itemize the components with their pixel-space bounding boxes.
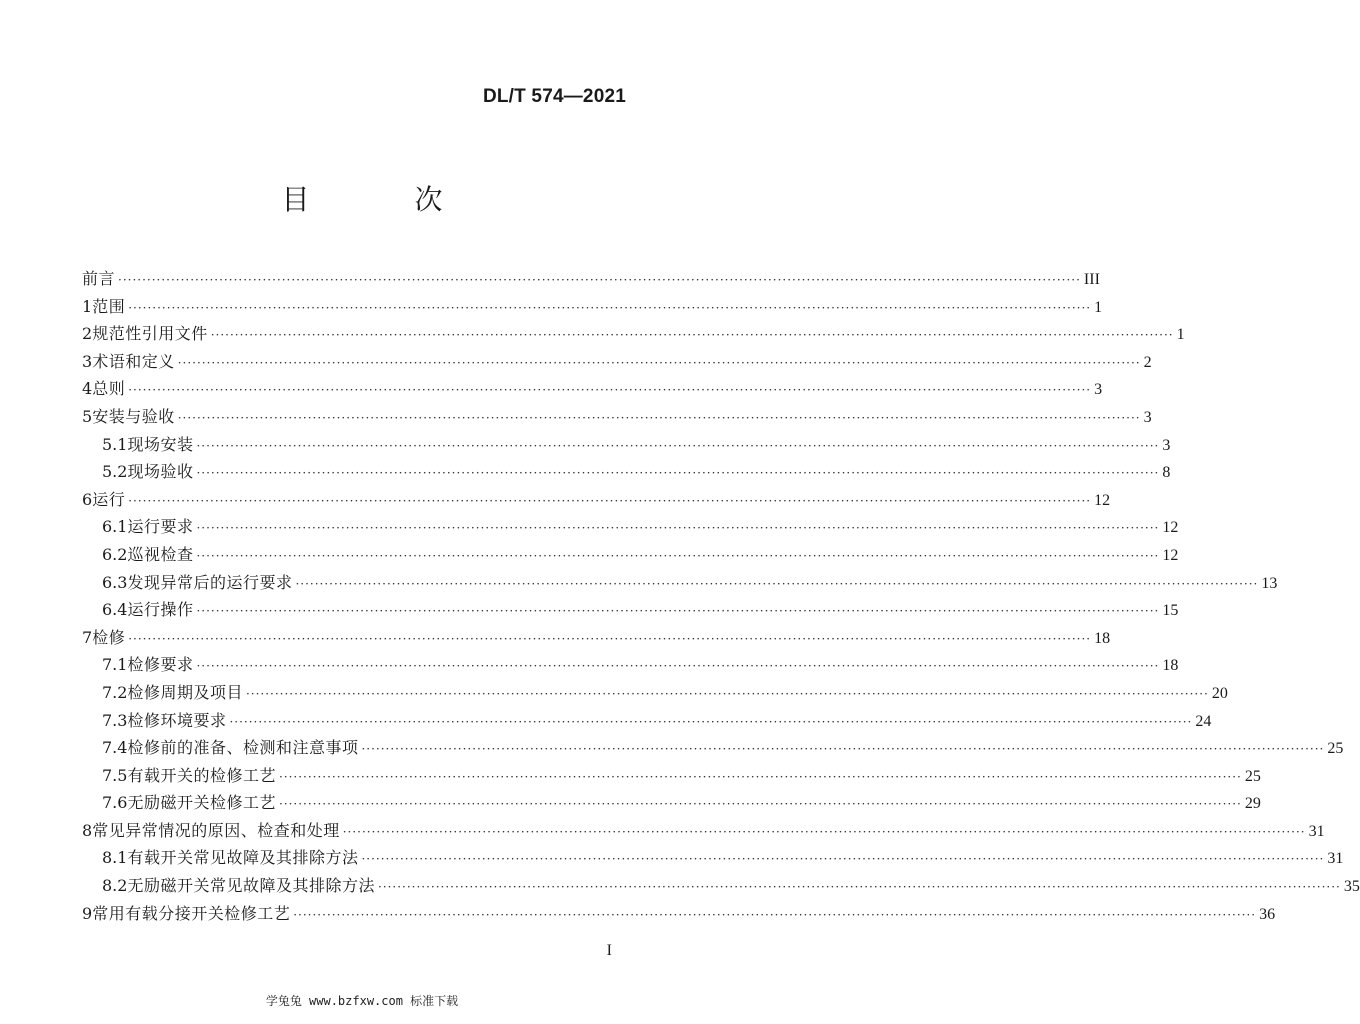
toc-entry-page: 31 bbox=[1308, 822, 1325, 840]
toc-entry[interactable] bbox=[82, 844, 1344, 872]
toc-dot-leader: ········································································································································································································ bbox=[293, 907, 1257, 922]
toc-entry-page: 12 bbox=[1094, 491, 1111, 509]
toc-entry[interactable] bbox=[82, 817, 1325, 845]
toc-dot-leader: ········································································································································································································ bbox=[128, 493, 1092, 508]
toc-entry-page: 12 bbox=[1162, 546, 1179, 564]
toc-entry-number: 1 bbox=[82, 296, 93, 316]
toc-dot-leader: ········································································································································································································ bbox=[196, 466, 1160, 481]
toc-entry[interactable] bbox=[82, 596, 1179, 624]
toc-entry-number: 5.1 bbox=[102, 434, 128, 454]
toc-entry-number: 4 bbox=[82, 379, 93, 399]
toc-entry-number: 6.4 bbox=[102, 600, 128, 620]
toc-entry-page: 3 bbox=[1143, 408, 1152, 426]
toc-entry-number: 7.2 bbox=[102, 682, 128, 702]
toc-entry-number: 7.1 bbox=[102, 655, 128, 675]
page-title: 目 次 bbox=[281, 183, 491, 216]
toc-dot-leader: ········································································································································································································ bbox=[128, 383, 1092, 398]
toc-dot-leader: ········································································································································································································ bbox=[196, 604, 1160, 619]
toc-dot-leader: ········································································································································································································ bbox=[377, 880, 1341, 895]
toc-entry-page: 3 bbox=[1094, 381, 1103, 399]
toc-entry-number: 7.5 bbox=[102, 765, 128, 785]
toc-entry-number: 9 bbox=[82, 903, 93, 923]
toc-entry-page: 24 bbox=[1195, 712, 1212, 730]
toc-entry[interactable] bbox=[82, 872, 1360, 900]
toc-entry-label: 检修 bbox=[92, 627, 126, 647]
toc-dot-leader: ········································································································································································································ bbox=[196, 659, 1160, 674]
toc-entry-label: 有载开关常见故障及其排除方法 bbox=[127, 848, 359, 868]
toc-entry[interactable] bbox=[82, 789, 1261, 817]
toc-entry-label: 发现异常后的运行要求 bbox=[127, 572, 293, 592]
toc-entry-number: 8 bbox=[82, 820, 93, 840]
toc-entry-page: 31 bbox=[1327, 850, 1344, 868]
toc-entry[interactable] bbox=[82, 320, 1185, 348]
toc-dot-leader: ········································································································································································································ bbox=[361, 742, 1325, 757]
toc-entry-page: 2 bbox=[1143, 353, 1152, 371]
toc-entry[interactable] bbox=[82, 403, 1152, 431]
toc-entry-page: 1 bbox=[1176, 326, 1185, 344]
toc-entry-label: 检修要求 bbox=[127, 655, 194, 675]
toc-entry-page: 36 bbox=[1259, 905, 1276, 923]
toc-entry-label: 安装与验收 bbox=[92, 406, 175, 426]
toc-entry-label: 现场验收 bbox=[127, 462, 194, 482]
toc-entry-number: 7.3 bbox=[102, 710, 128, 730]
table-of-contents bbox=[82, 265, 1360, 927]
toc-dot-leader: ········································································································································································································ bbox=[210, 328, 1174, 343]
toc-entry-number: 8.1 bbox=[102, 848, 128, 868]
toc-entry-page: 15 bbox=[1162, 602, 1179, 620]
toc-entry-page: 35 bbox=[1343, 878, 1360, 896]
toc-entry-label: 检修前的准备、检测和注意事项 bbox=[127, 738, 359, 758]
toc-entry-label: 范围 bbox=[92, 296, 126, 316]
toc-entry-label: 检修周期及项目 bbox=[127, 682, 243, 702]
toc-dot-leader: ········································································································································································································ bbox=[361, 852, 1325, 867]
toc-entry-number: 5 bbox=[82, 406, 93, 426]
toc-entry-number: 7.6 bbox=[102, 793, 128, 813]
toc-entry-number: 3 bbox=[82, 351, 93, 371]
toc-entry-label: 无励磁开关检修工艺 bbox=[127, 793, 276, 813]
toc-entry[interactable] bbox=[82, 624, 1111, 652]
toc-entry-page: 12 bbox=[1162, 519, 1179, 537]
toc-entry-label: 有载开关的检修工艺 bbox=[127, 765, 276, 785]
toc-dot-leader: ········································································································································································································ bbox=[342, 824, 1306, 839]
toc-entry-page: 29 bbox=[1244, 795, 1261, 813]
toc-entry[interactable] bbox=[82, 486, 1111, 514]
toc-entry-number: 6.1 bbox=[102, 517, 128, 537]
toc-entry[interactable] bbox=[82, 375, 1103, 403]
toc-dot-leader: ········································································································································································································ bbox=[177, 410, 1141, 425]
toc-dot-leader: ········································································································································································································ bbox=[128, 300, 1092, 315]
toc-entry[interactable] bbox=[82, 569, 1278, 597]
toc-entry[interactable] bbox=[82, 679, 1228, 707]
toc-entry-page: 20 bbox=[1211, 684, 1228, 702]
toc-dot-leader: ········································································································································································································ bbox=[196, 438, 1160, 453]
watermark-footer: 学兔兔 www.bzfxw.com 标准下载 bbox=[265, 994, 459, 1008]
toc-entry-page: 3 bbox=[1162, 436, 1171, 454]
toc-dot-leader: ········································································································································································································ bbox=[229, 714, 1193, 729]
toc-entry[interactable] bbox=[82, 431, 1171, 459]
toc-entry-label: 巡视检查 bbox=[127, 544, 194, 564]
toc-entry[interactable] bbox=[82, 348, 1152, 376]
toc-entry-page: 25 bbox=[1244, 767, 1261, 785]
toc-entry-page: 18 bbox=[1094, 629, 1111, 647]
toc-entry-number: 2 bbox=[82, 324, 93, 344]
toc-entry-number: 7 bbox=[82, 627, 93, 647]
toc-entry-page: 25 bbox=[1327, 740, 1344, 758]
toc-entry-page: 18 bbox=[1162, 657, 1179, 675]
toc-entry[interactable] bbox=[82, 734, 1344, 762]
toc-entry-page: 13 bbox=[1261, 574, 1278, 592]
toc-entry-label: 运行 bbox=[92, 489, 126, 509]
toc-entry-label: 运行要求 bbox=[127, 517, 194, 537]
document-code: DL/T 574—2021 bbox=[482, 86, 626, 107]
toc-entry-page: 8 bbox=[1162, 464, 1171, 482]
toc-entry[interactable] bbox=[82, 513, 1179, 541]
toc-entry-label: 总则 bbox=[92, 379, 126, 399]
toc-entry[interactable] bbox=[82, 458, 1171, 486]
toc-dot-leader: ········································································································································································································ bbox=[245, 686, 1209, 701]
toc-entry-number: 5.2 bbox=[102, 462, 128, 482]
toc-entry-label: 无励磁开关常见故障及其排除方法 bbox=[127, 876, 375, 896]
toc-dot-leader: ········································································································································································································ bbox=[196, 521, 1160, 536]
toc-entry[interactable] bbox=[82, 651, 1179, 679]
toc-entry-label: 现场安装 bbox=[127, 434, 194, 454]
toc-entry-label: 检修环境要求 bbox=[127, 710, 227, 730]
toc-entry[interactable] bbox=[82, 707, 1212, 735]
toc-dot-leader: ········································································································································································································ bbox=[278, 797, 1242, 812]
toc-dot-leader: ········································································································································································································ bbox=[177, 355, 1141, 370]
toc-entry-label: 规范性引用文件 bbox=[92, 324, 208, 344]
toc-entry[interactable] bbox=[82, 265, 1100, 293]
toc-entry-label: 常用有载分接开关检修工艺 bbox=[92, 903, 291, 923]
toc-entry-label: 术语和定义 bbox=[92, 351, 175, 371]
toc-entry-number: 6 bbox=[82, 489, 93, 509]
toc-entry[interactable] bbox=[82, 293, 1103, 321]
toc-dot-leader: ········································································································································································································ bbox=[196, 548, 1160, 563]
toc-entry-label: 常见异常情况的原因、检查和处理 bbox=[92, 820, 340, 840]
toc-entry[interactable] bbox=[82, 762, 1261, 790]
toc-entry[interactable] bbox=[82, 541, 1179, 569]
toc-dot-leader: ········································································································································································································ bbox=[128, 631, 1092, 646]
toc-dot-leader: ········································································································································································································ bbox=[295, 576, 1259, 591]
toc-entry-page: 1 bbox=[1094, 298, 1103, 316]
toc-entry[interactable] bbox=[82, 900, 1276, 928]
toc-dot-leader: ········································································································································································································ bbox=[278, 769, 1242, 784]
toc-entry-number: 6.3 bbox=[102, 572, 128, 592]
toc-entry-label: 前言 bbox=[82, 269, 116, 288]
toc-entry-number: 8.2 bbox=[102, 876, 128, 896]
toc-dot-leader: ········································································································································································································ bbox=[118, 273, 1081, 287]
toc-entry-label: 运行操作 bbox=[127, 600, 194, 620]
toc-entry-number: 6.2 bbox=[102, 544, 128, 564]
toc-entry-page: III bbox=[1083, 271, 1100, 288]
page-number: I bbox=[606, 942, 612, 959]
toc-entry-number: 7.4 bbox=[102, 738, 128, 758]
